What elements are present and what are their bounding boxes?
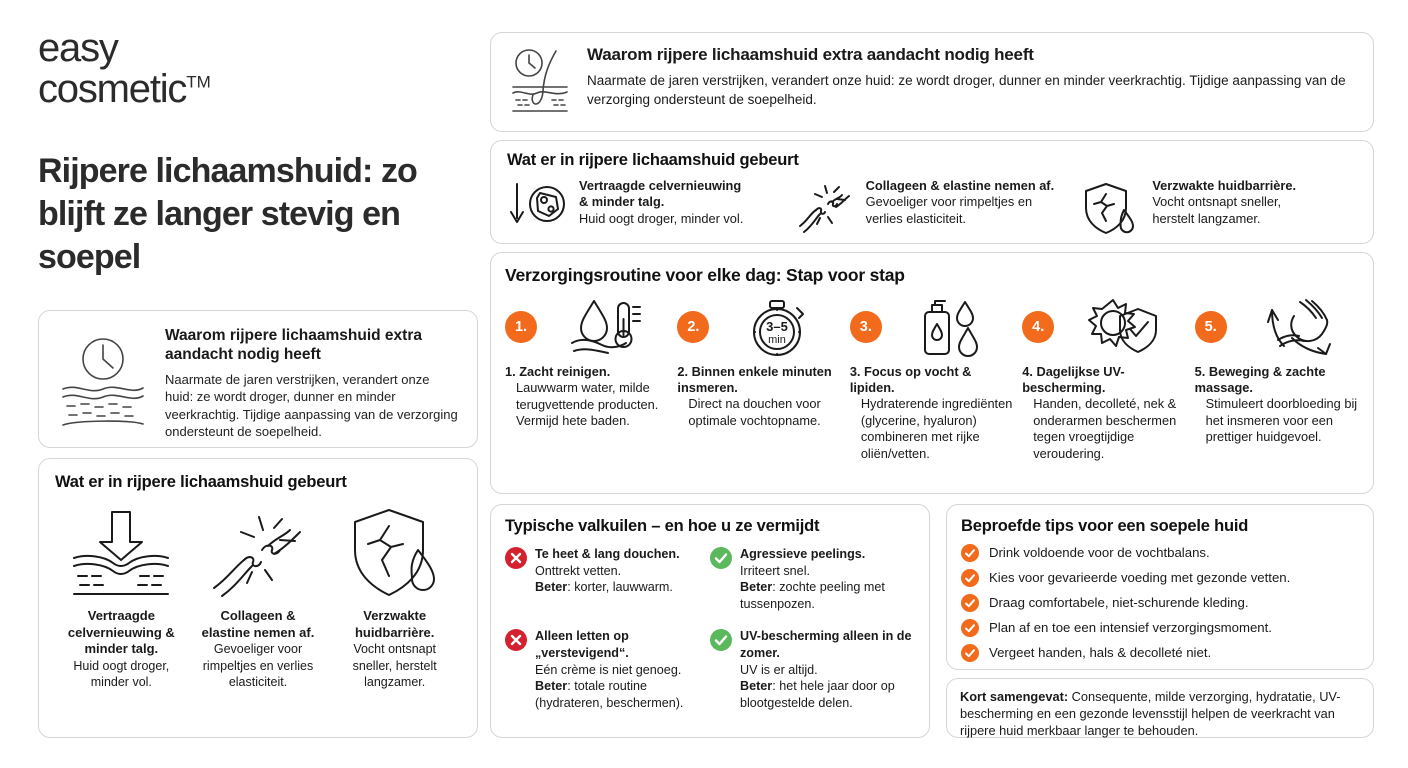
left-changes-card: [38, 458, 478, 738]
pitfall-item: [710, 628, 915, 711]
change-detail-l3: langzamer.: [364, 674, 426, 689]
routine-step: [1195, 296, 1359, 462]
stopwatch-label-bottom: min: [767, 334, 786, 346]
changes-title: Wat er in rijpere lichaamshuid gebeurt: [507, 151, 799, 169]
change-heading-l1: Verzwakte: [363, 608, 427, 623]
tip-item: [961, 594, 1359, 612]
pitfall-item: [505, 628, 710, 711]
change-detail-l2: herstelt langzamer.: [1152, 211, 1261, 226]
changes-strip-card: [490, 140, 1374, 244]
brand-line-1: easy: [38, 26, 118, 70]
tips-title: Beproefde tips voor een soepele huid: [961, 517, 1249, 535]
change-heading-l2: huidbarrière.: [354, 624, 435, 640]
change-heading-l1: Vertraagde: [87, 608, 155, 623]
step-detail: Hydraterende ingrediënten (glycerine, hyaluron) combineren met rijke oliën/vetten.: [860, 395, 1013, 461]
trademark-symbol: TM: [186, 72, 211, 92]
change-heading-l2: celvernieuwing &: [67, 624, 175, 640]
tip-text: Drink voldoende voor de vochtbalans.: [989, 544, 1210, 560]
pitfall-heading: Alleen letten op „verstevigend“.: [535, 629, 629, 661]
hand-water-drop-thermometer-icon: [543, 297, 669, 357]
change-column: [55, 506, 188, 690]
cross-icon: [505, 547, 527, 569]
pitfall-better-label: Beter: [740, 580, 773, 595]
tip-text: Kies voor gevarieerde voeding met gezonde vetten.: [989, 569, 1291, 585]
check-icon: [710, 547, 732, 569]
step-heading: 2. Binnen enkele minuten insmeren.: [677, 364, 832, 395]
tip-item: [961, 619, 1359, 637]
tip-text: Vergeet handen, hals & decolleté niet.: [989, 644, 1212, 660]
page-title: Rijpere lichaamshuid: zo blijft ze langer stevig en soepel: [38, 152, 417, 276]
pitfall-better-label: Beter: [740, 679, 773, 694]
change-heading-l1: Collageen &: [220, 608, 296, 623]
brand-line-2: cosmetic: [38, 67, 187, 112]
step-badge: 3.: [850, 311, 882, 343]
left-why-title: Waarom rijpere lichaamshuid extra aandacht nodig heeft: [165, 327, 422, 363]
pitfall-heading: UV-bescherming alleen in de zomer.: [740, 629, 912, 661]
pitfalls-card: [490, 504, 930, 738]
tip-text: Plan af en toe een intensief verzorgingsmoment.: [989, 619, 1272, 635]
check-icon: [710, 629, 732, 651]
step-heading: 3. Focus op vocht & lipiden.: [849, 364, 972, 395]
pitfall-line2: UV is er altijd.: [740, 662, 818, 677]
pitfall-better-text: : het hele jaar door op blootgestelde delen.: [740, 679, 895, 710]
tip-item: [961, 644, 1359, 662]
pitfalls-title: Typische valkuilen – en hoe u ze vermijdt: [505, 517, 820, 535]
routine-step: [505, 296, 669, 462]
change-column: [192, 506, 325, 690]
change-detail-l2: minder vol.: [90, 675, 152, 690]
top-why-card: [490, 32, 1374, 132]
check-icon: [961, 569, 979, 587]
routine-title: Verzorgingsroutine voor elke dag: Stap voor stap: [505, 265, 905, 285]
lotion-bottle-drops-icon: [888, 296, 1014, 358]
routine-step: [677, 296, 841, 462]
pitfall-heading: Agressieve peelings.: [740, 547, 866, 561]
change-detail-l2: verlies elasticiteit.: [865, 211, 966, 226]
pitfall-line2: Onttrekt vetten.: [535, 563, 622, 578]
step-badge: 5.: [1195, 311, 1227, 343]
cracked-shield-droplet-icon: [328, 506, 461, 602]
change-item: [507, 178, 784, 238]
change-heading-l2: & minder talg.: [579, 194, 665, 210]
cross-icon: [505, 629, 527, 651]
hands-massage-arrows-icon: [1233, 296, 1359, 358]
change-detail-l1: Huid oogt droger,: [73, 658, 170, 673]
pitfall-better-label: Beter: [535, 580, 568, 595]
step-heading: 1. Zacht reinigen.: [505, 364, 611, 379]
check-icon: [961, 594, 979, 612]
broken-collagen-fiber-icon: [192, 506, 325, 602]
change-heading: Collageen & elastine nemen af.: [865, 178, 1055, 193]
change-detail-l2: rimpeltjes en verlies: [202, 658, 314, 673]
tip-text: Draag comfortabele, niet-schurende kleding.: [989, 594, 1249, 610]
change-detail-l1: Vocht ontsnapt sneller,: [1152, 194, 1282, 210]
left-changes-title: Wat er in rijpere lichaamshuid gebeurt: [55, 473, 347, 491]
change-detail-l2: sneller, herstelt: [352, 658, 437, 673]
change-detail-l1: Gevoeliger voor: [213, 642, 303, 657]
change-detail-l1: Gevoeliger voor rimpeltjes en: [865, 194, 1033, 210]
change-heading-l3: minder talg.: [84, 641, 159, 657]
hair-follicle-clock-icon: [509, 45, 571, 119]
brand-logo: [38, 28, 211, 110]
left-why-text: Naarmate de jaren verstrijken, verandert onze huid: ze wordt droger, dunner en minder veerkrachtig. Tijdige aanpassing van de verzorging ondersteunt de soepelheid.: [165, 371, 458, 440]
change-item: [794, 178, 1071, 238]
change-heading: Verzwakte huidbarrière.: [1152, 178, 1297, 193]
routine-card: [490, 252, 1374, 494]
left-why-card: [38, 310, 478, 448]
change-item: [1080, 178, 1357, 238]
pitfall-better-label: Beter: [535, 679, 568, 694]
summary-label: Kort samengevat:: [960, 689, 1069, 704]
change-column: [328, 506, 461, 690]
pitfall-item: [710, 546, 915, 612]
check-icon: [961, 544, 979, 562]
pitfall-better-text: : totale routine (hydrateren, beschermen).: [535, 679, 684, 710]
tip-item: [961, 569, 1359, 587]
routine-step: [850, 296, 1014, 462]
step-detail: Direct na douchen voor optimale vochtopname.: [688, 395, 821, 428]
pitfall-better-text: : korter, lauwwarm.: [567, 580, 673, 595]
stopwatch-icon: [715, 296, 841, 358]
step-detail: Stimuleert doorbloeding bij het insmeren voor een prettiger huidgevoel.: [1205, 395, 1358, 445]
pitfall-line2: Eén crème is niet genoeg.: [535, 662, 682, 677]
arrow-down-cell-icon: [507, 178, 569, 236]
tips-card: [946, 504, 1374, 670]
change-detail: Huid oogt droger, minder vol.: [579, 210, 744, 226]
tip-item: [961, 544, 1359, 562]
clock-skin-layers-icon: [57, 327, 149, 435]
change-heading-l2: elastine nemen af.: [201, 624, 315, 640]
step-badge: 2.: [677, 311, 709, 343]
check-icon: [961, 619, 979, 637]
broken-collagen-fiber-icon: [794, 178, 856, 236]
check-icon: [961, 644, 979, 662]
summary-text: Consequente, milde verzorging, hydratatie, UV-bescherming en een gezonde levensstijl helpen de veerkracht van rijpere huid merkbaar langer te behouden.: [960, 689, 1341, 739]
pitfall-heading: Te heet & lang douchen.: [535, 547, 680, 561]
change-detail-l3: elasticiteit.: [228, 674, 288, 689]
step-badge: 4.: [1022, 311, 1054, 343]
change-detail-l1: Vocht ontsnapt: [353, 642, 437, 657]
pitfall-item: [505, 546, 710, 612]
cracked-shield-droplet-icon: [1080, 178, 1142, 238]
sun-shield-check-icon: [1060, 296, 1186, 358]
step-detail: Handen, decolleté, nek & onderarmen beschermen tegen vroegtijdige veroudering.: [1033, 395, 1177, 461]
top-why-text: Naarmate de jaren verstrijken, verandert onze huid: ze wordt droger, dunner en minder veerkrachtig. Tijdige aanpassing van de verzorging ondersteunt de soepelheid.: [587, 73, 1346, 107]
top-why-title: Waarom rijpere lichaamshuid extra aandacht nodig heeft: [587, 45, 1034, 64]
step-heading: 4. Dagelijkse UV-bescherming.: [1022, 364, 1125, 395]
step-detail: Lauwwarm water, milde terugvettende producten. Vermijd hete baden.: [516, 379, 659, 429]
pitfall-line2: Irriteert snel.: [740, 563, 810, 578]
pitfall-better-text: : zochte peeling met tussenpozen.: [740, 580, 885, 611]
change-heading-l1: Vertraagde celvernieuwing: [579, 178, 742, 193]
routine-step: [1022, 296, 1186, 462]
arrow-down-skin-icon: [55, 506, 188, 602]
step-heading: 5. Beweging & zachte massage.: [1194, 364, 1326, 395]
stopwatch-label-top: 3–5: [765, 319, 788, 334]
step-badge: 1.: [505, 311, 537, 343]
summary-card: [946, 678, 1374, 738]
